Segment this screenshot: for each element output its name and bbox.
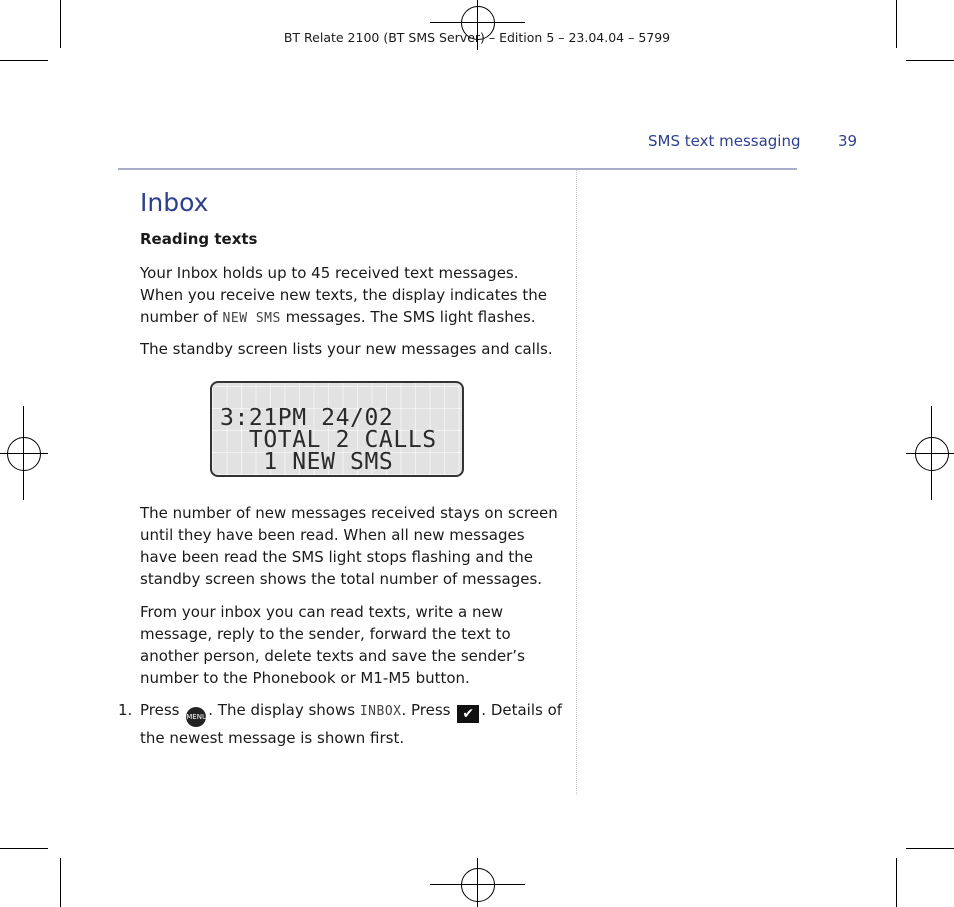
- page-title: Inbox: [140, 188, 209, 217]
- step-text: . The display shows: [208, 701, 360, 719]
- menu-button-icon: MENU: [186, 707, 206, 727]
- column-divider: [576, 170, 577, 795]
- step-text: . Details of the newest message is shown first.: [140, 701, 563, 747]
- ok-button-icon: ✔: [457, 705, 479, 723]
- running-header-section: SMS text messaging: [648, 132, 801, 150]
- crop-mark: [906, 848, 954, 849]
- lcd-line-3: 1 NEW SMS: [220, 449, 394, 475]
- lcd-line-1: 3:21PM 24/02: [220, 405, 394, 431]
- lcd-line-2: TOTAL 2 CALLS: [220, 427, 437, 453]
- crop-mark: [906, 60, 954, 61]
- step-text: Press: [140, 701, 185, 719]
- step-1: [140, 699, 570, 749]
- header-rule: [118, 168, 797, 170]
- crop-mark: [896, 858, 897, 907]
- display-text-inbox: INBOX: [359, 704, 402, 719]
- display-text-new-sms: NEW SMS: [222, 311, 281, 326]
- paragraph-standby: The standby screen lists your new messages and calls.: [140, 340, 553, 358]
- paragraph-text: messages. The SMS light flashes.: [280, 308, 536, 326]
- crop-mark: [60, 858, 61, 907]
- step-text: . Press: [401, 701, 456, 719]
- subheading: Reading texts: [140, 230, 258, 248]
- step-number: 1.: [118, 701, 133, 719]
- crop-mark: [0, 848, 48, 849]
- paragraph-inbox-capacity: [140, 262, 562, 330]
- print-header: BT Relate 2100 (BT SMS Server) – Edition 5 – 23.04.04 – 5799: [283, 30, 671, 45]
- paragraph-inbox-actions: From your inbox you can read texts, write a new message, reply to the sender, forward the text to another person, delete texts and save the sender’s number to the Phonebook or M1-M5 button.: [140, 603, 525, 687]
- paragraph-new-messages: The number of new messages received stays on screen until they have been read. When all new messages have been read the SMS light stops flashing and the standby screen shows the total number of messages.: [140, 504, 558, 588]
- crop-mark: [0, 60, 48, 61]
- lcd-display: [210, 381, 464, 477]
- paragraph-text: Your Inbox holds up to 45 received text messages. When you receive new texts, the display indicates the number of: [140, 264, 548, 326]
- page-number: 39: [838, 132, 858, 150]
